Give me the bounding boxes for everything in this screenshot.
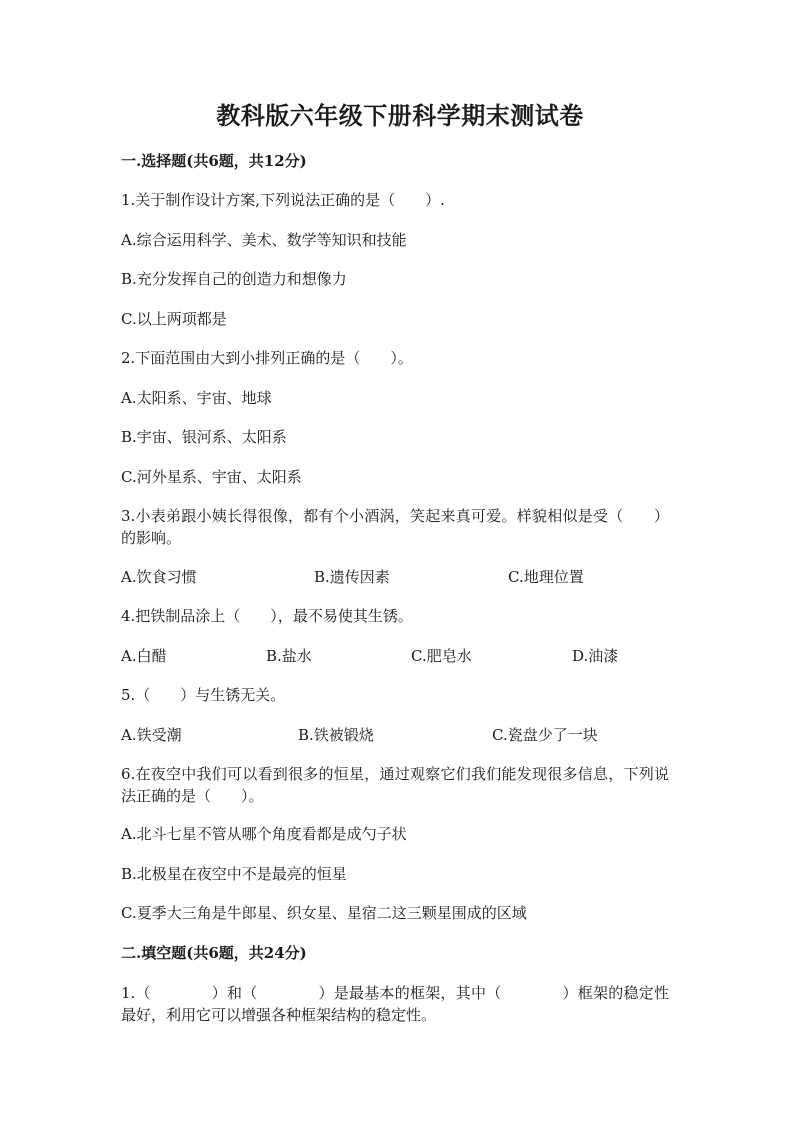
question-2-stem: 2.下面范围由大到小排列正确的是（ ）。: [121, 349, 413, 367]
question-6-stem: 6.在夜空中我们可以看到很多的恒星，通过观察它们我们能发现很多信息，下列说法正确的是（ ）。: [121, 765, 669, 805]
question-6-option-a: A.北斗七星不管从哪个角度看都是成勺子状: [121, 825, 407, 843]
question-4-option-a: A.白醋: [121, 647, 167, 665]
question-2-option-c: C.河外星系、宇宙、太阳系: [121, 468, 302, 486]
question-4-option-d: D.油漆: [572, 647, 619, 665]
question-5-option-c: C.瓷盘少了一块: [492, 726, 598, 744]
question-6-option-b: B.北极星在夜空中不是最亮的恒星: [121, 865, 347, 883]
question-5-option-a: A.铁受潮: [121, 726, 182, 744]
question-1-option-b: B.充分发挥自己的创造力和想像力: [121, 270, 347, 288]
question-3-option-c: C.地理位置: [508, 568, 584, 586]
question-4-stem: 4.把铁制品涂上（ ），最不易使其生锈。: [121, 607, 413, 625]
question-4-option-c: C.肥皂水: [411, 647, 472, 665]
question-3-stem: 3.小表弟跟小姨长得很像，都有个小酒涡，笑起来真可爱。样貌相似是受（ ）的影响。: [121, 507, 669, 547]
page-title: 教科版六年级下册科学期末测试卷: [216, 101, 584, 130]
question-1-option-c: C.以上两项都是: [121, 310, 227, 328]
question-1-option-a: A.综合运用科学、美术、数学等知识和技能: [121, 231, 407, 249]
question-6-option-c: C.夏季大三角是牛郎星、织女星、星宿二这三颗星围成的区域: [121, 904, 527, 922]
question-2-option-a: A.太阳系、宇宙、地球: [121, 389, 272, 407]
question-2-option-b: B.宇宙、银河系、太阳系: [121, 428, 287, 446]
fill-question-1-stem: 1.（ ）和（ ）是最基本的框架，其中（ ）框架的稳定性最好，利用它可以增强各种框架结构的稳定性。: [121, 984, 669, 1024]
question-3-option-b: B.遗传因素: [314, 568, 390, 586]
question-4-option-b: B.盐水: [266, 647, 312, 665]
question-5-stem: 5.（ ）与生锈无关。: [121, 686, 286, 704]
section-heading-choice: 一.选择题(共6题，共12分): [121, 152, 307, 170]
question-5-option-b: B.铁被锻烧: [298, 726, 374, 744]
question-3-option-a: A.饮食习惯: [121, 568, 197, 586]
section-heading-fill-in: 二.填空题(共6题，共24分): [121, 944, 307, 962]
question-1-stem: 1.关于制作设计方案,下列说法正确的是（ ）.: [121, 191, 445, 209]
